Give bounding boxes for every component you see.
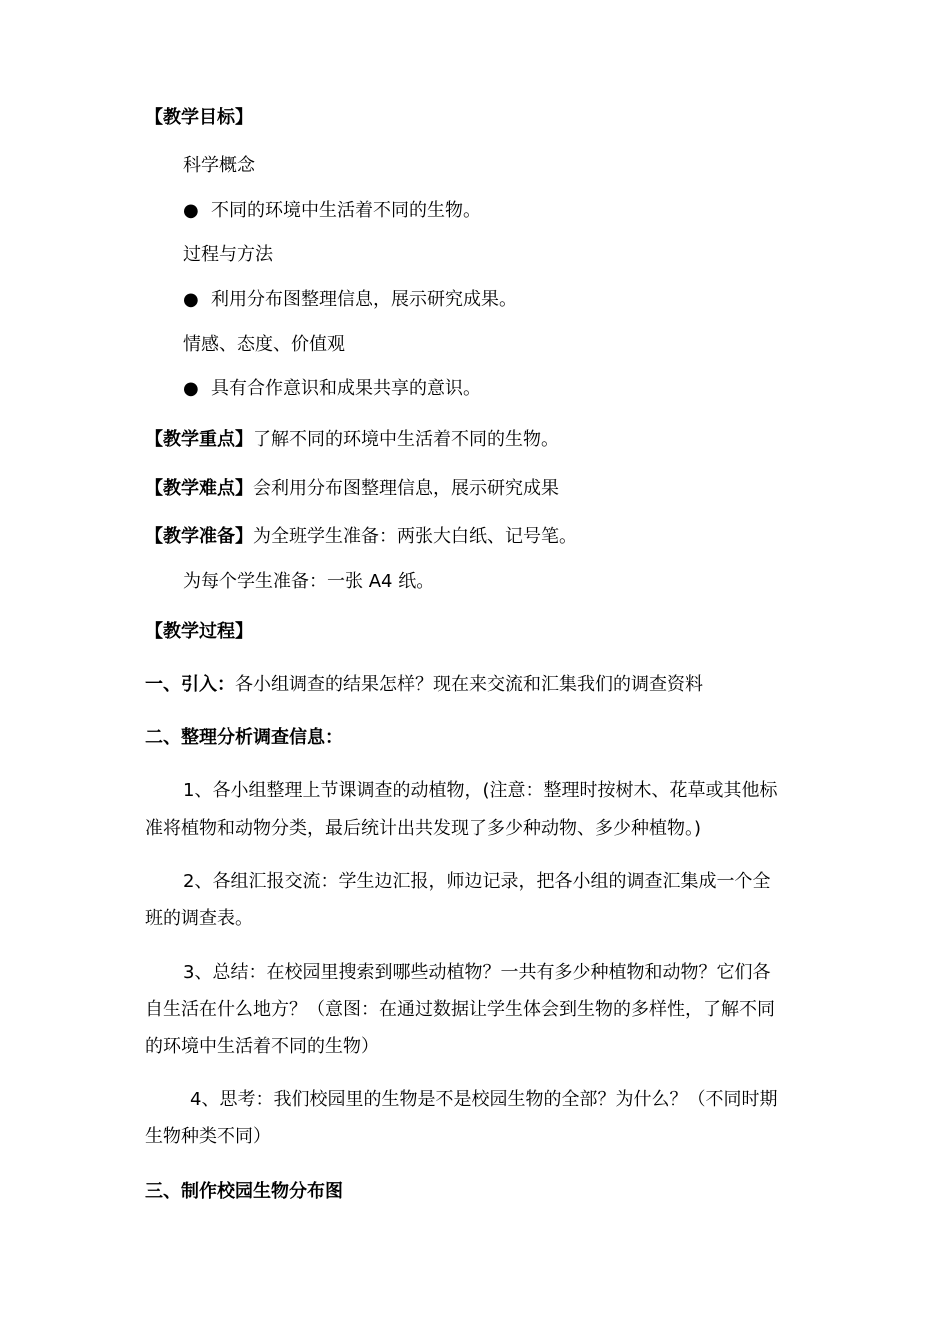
objectives-heading: 【教学目标】: [145, 107, 253, 128]
section-2-label: 二、整理分析调查信息：: [145, 727, 343, 748]
item-2-line-1: 2、各组汇报交流：学生边汇报，师边记录，把各小组的调查汇集成一个全: [183, 871, 771, 892]
section-1: [145, 673, 703, 697]
preparation-text: 为全班学生准备：两张大白纸、记号笔。: [253, 526, 577, 547]
key-point-text: 了解不同的环境中生活着不同的生物。: [253, 429, 559, 450]
section-1-text: 各小组调查的结果怎样？现在来交流和汇集我们的调查资料: [235, 674, 703, 695]
key-point-label: 【教学重点】: [145, 429, 253, 450]
bullet-icon: ●: [183, 289, 199, 310]
bullet-icon: ●: [183, 200, 199, 221]
item-1-line-1: 1、各小组整理上节课调查的动植物，(注意：整理时按树木、花草或其他标: [183, 780, 778, 801]
difficulty-label: 【教学难点】: [145, 478, 253, 499]
attitude-item: [183, 377, 481, 401]
preparation-label: 【教学准备】: [145, 526, 253, 547]
item-4-line-2: 生物种类不同）: [145, 1126, 271, 1147]
process-heading: 【教学过程】: [145, 621, 253, 642]
attitude-item-text: 具有合作意识和成果共享的意识。: [211, 378, 481, 399]
section-3-label: 三、制作校园生物分布图: [145, 1181, 343, 1202]
item-3-line-2: 自生活在什么地方？（意图：在通过数据让学生体会到生物的多样性，了解不同: [145, 999, 775, 1020]
science-concept-label: 科学概念: [183, 155, 255, 176]
science-concept-item-text: 不同的环境中生活着不同的生物。: [211, 200, 481, 221]
science-concept-item: [183, 199, 481, 223]
item-3-line-3: 的环境中生活着不同的生物）: [145, 1036, 379, 1057]
key-point: [145, 428, 559, 452]
bullet-icon: ●: [183, 378, 199, 399]
item-3-line-1: 3、总结：在校园里搜索到哪些动植物？一共有多少种植物和动物？它们各: [183, 962, 771, 983]
difficulty: [145, 477, 559, 501]
attitude-label: 情感、态度、价值观: [183, 334, 345, 355]
preparation: [145, 525, 577, 549]
process-method-label: 过程与方法: [183, 244, 273, 265]
section-1-label: 一、引入：: [145, 674, 235, 695]
item-1-line-2: 准将植物和动物分类，最后统计出共发现了多少种动物、多少种植物。): [145, 818, 702, 839]
process-method-item: [183, 288, 517, 312]
difficulty-text: 会利用分布图整理信息，展示研究成果: [253, 478, 559, 499]
process-method-item-text: 利用分布图整理信息，展示研究成果。: [211, 289, 517, 310]
item-4-line-1: 4、思考：我们校园里的生物是不是校园生物的全部？为什么？（不同时期: [190, 1089, 778, 1110]
preparation-text-2: 为每个学生准备：一张 A4 纸。: [183, 571, 435, 592]
item-2-line-2: 班的调查表。: [145, 908, 253, 929]
